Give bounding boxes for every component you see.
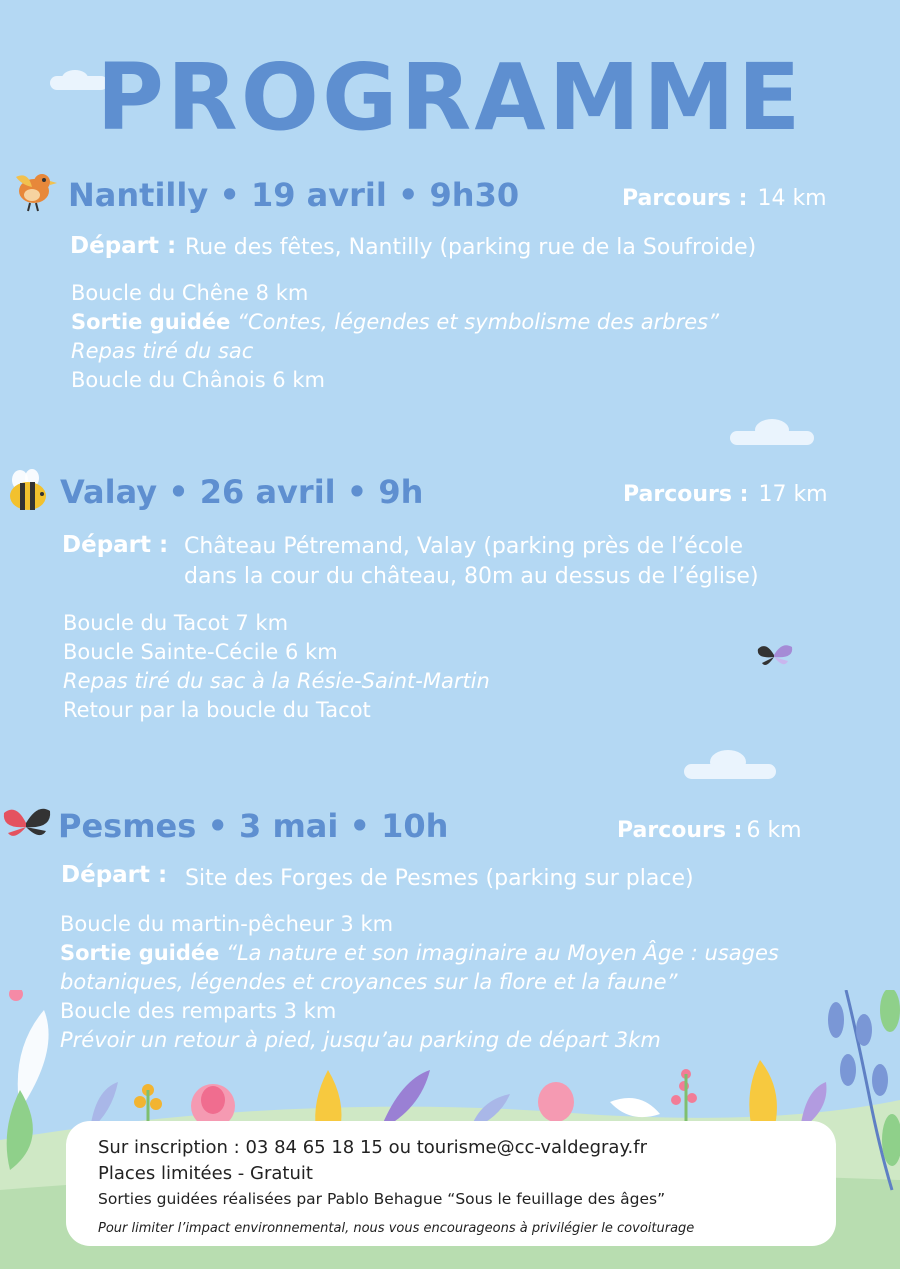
list-item: Boucle du Chânois 6 km xyxy=(71,368,325,392)
info-box xyxy=(66,1121,836,1246)
list-item: Boucle du martin-pêcheur 3 km xyxy=(60,912,394,936)
parcours-value: 17 km xyxy=(758,482,828,507)
item-italic: “La nature et son imaginaire au Moyen Âge : usages xyxy=(226,941,779,965)
parcours-label: Parcours : xyxy=(622,186,748,211)
page-title: PROGRAMME xyxy=(96,44,804,151)
event-title: Valay • 26 avril • 9h xyxy=(60,473,424,511)
list-item: Prévoir un retour à pied, jusqu’au parking de départ 3km xyxy=(60,1028,661,1052)
depart-text xyxy=(184,532,759,592)
item-bold: Sortie guidée xyxy=(71,310,231,334)
item-bold: Sortie guidée xyxy=(60,941,220,965)
list-item: Boucle du Chêne 8 km xyxy=(71,281,309,305)
list-item: Boucle des remparts 3 km xyxy=(60,999,337,1023)
depart-line: dans la cour du château, 80m au dessus de l’église) xyxy=(184,564,759,589)
list-item xyxy=(71,308,719,337)
depart-label: Départ : xyxy=(70,233,177,259)
event-items xyxy=(71,279,719,395)
list-item: Repas tiré du sac xyxy=(71,339,254,363)
bird-icon xyxy=(8,167,58,213)
parcours-label: Parcours : xyxy=(623,482,749,507)
parcours xyxy=(617,818,802,843)
event-title: Nantilly • 19 avril • 9h30 xyxy=(68,176,520,214)
depart-line: Site des Forges de Pesmes (parking sur place) xyxy=(185,866,694,891)
list-item: Boucle Sainte-Cécile 6 km xyxy=(63,640,338,664)
list-item xyxy=(60,939,779,968)
butterfly-icon xyxy=(2,803,52,843)
event-items xyxy=(63,609,490,725)
depart-text xyxy=(185,233,756,263)
event-title: Pesmes • 3 mai • 10h xyxy=(58,807,449,845)
parcours-label: Parcours : xyxy=(617,818,743,843)
info-registration: Sur inscription : 03 84 65 18 15 ou tourisme@cc-valdegray.fr xyxy=(98,1137,647,1158)
depart-text xyxy=(185,864,694,894)
parcours-value: 6 km xyxy=(746,818,802,843)
item-italic: “Contes, légendes et symbolisme des arbres” xyxy=(237,310,719,334)
cloud-icon xyxy=(710,750,746,774)
list-item: Repas tiré du sac à la Résie-Saint-Martin xyxy=(63,669,490,693)
list-item: Retour par la boucle du Tacot xyxy=(63,698,371,722)
list-item: Boucle du Tacot 7 km xyxy=(63,611,289,635)
cloud-icon xyxy=(755,419,789,441)
info-places: Places limitées - Gratuit xyxy=(98,1163,313,1184)
parcours xyxy=(623,482,828,507)
butterfly-icon xyxy=(756,641,794,671)
depart-label: Départ : xyxy=(62,532,169,558)
parcours-value: 14 km xyxy=(757,186,827,211)
depart-line: Château Pétremand, Valay (parking près de l’école xyxy=(184,534,744,559)
depart-line: Rue des fêtes, Nantilly (parking rue de la Soufroide) xyxy=(185,235,757,260)
bee-icon xyxy=(6,468,50,514)
info-guide: Sorties guidées réalisées par Pablo Behague “Sous le feuillage des âges” xyxy=(98,1190,666,1208)
info-covoiturage: Pour limiter l’impact environnemental, nous vous encourageons à privilégier le covoiturage xyxy=(98,1221,695,1236)
list-item: botaniques, légendes et croyances sur la flore et la faune” xyxy=(60,970,678,994)
parcours xyxy=(622,186,827,211)
depart-label: Départ : xyxy=(61,862,168,888)
